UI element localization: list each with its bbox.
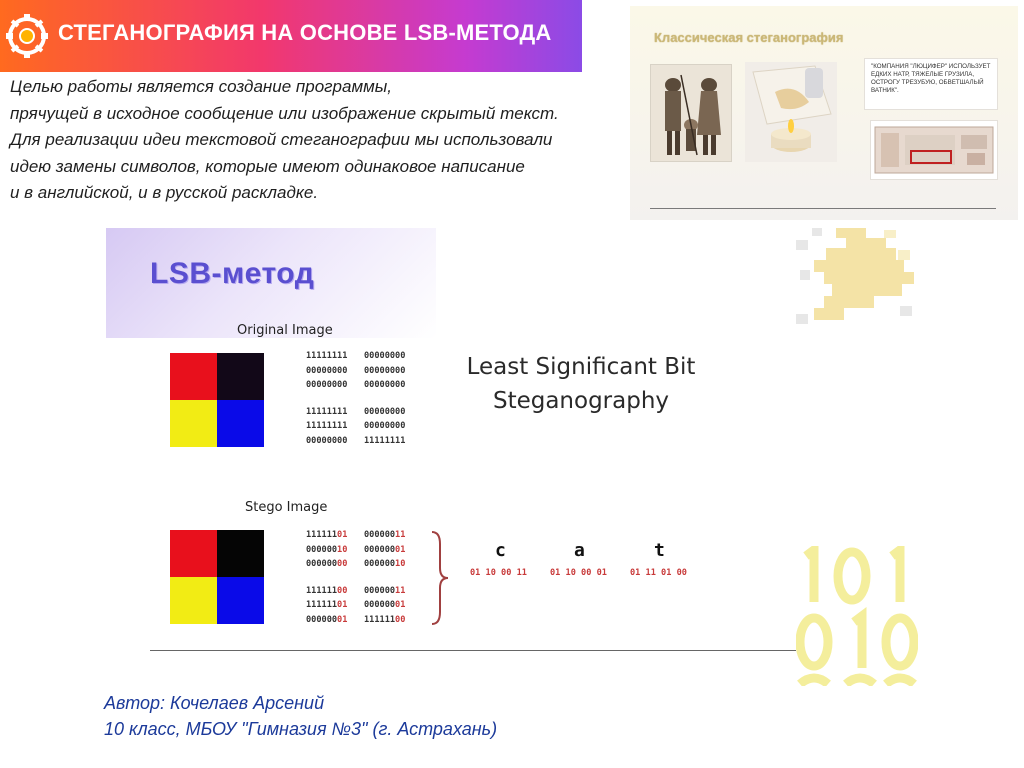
hidden-char-code: 01 10 00 01 xyxy=(550,568,607,578)
author-school: 10 класс, МБОУ "Гимназия №3" (г. Астрахань) xyxy=(104,719,498,739)
original-bits xyxy=(306,349,422,448)
hidden-char-code: 01 10 00 11 xyxy=(470,568,527,578)
bits-row: 11111111 00000000 xyxy=(306,406,406,417)
bits-row: 00000010 00000001 xyxy=(306,544,406,555)
intro-line: Для реализации идеи текстовой стеганографии мы использовали xyxy=(10,130,553,150)
bits-row: 00000000 00000000 xyxy=(306,365,406,376)
red-pixel xyxy=(170,353,217,400)
classic-slide-title: Классическая стеганография xyxy=(654,30,844,45)
bits-row: 11111101 00000001 xyxy=(306,600,406,610)
dark-pixel xyxy=(217,353,264,400)
stego-image-label: Stego Image xyxy=(245,500,328,515)
bits-row: 00000000 00000000 xyxy=(306,380,406,390)
blue-pixel xyxy=(217,400,264,447)
original-image-grid xyxy=(170,353,264,447)
page-title: СТЕГАНОГРАФИЯ НА ОСНОВЕ LSB-МЕТОДА xyxy=(58,20,552,45)
yellow-pixel xyxy=(170,400,217,447)
intro-line: идею замены символов, которые имеют одинаковое написание xyxy=(10,156,525,176)
steganography-quote: "КОМПАНИЯ "ЛЮЦИФЕР" ИСПОЛЬЗУЕТ ЕДКИХ НАТР, ТЯЖЕЛЫЕ ГРУЗИЛА, ОСТРОГУ ТРЕЗУБУЮ, ОБВЕТШАЛЫЙ ВАТНИК". xyxy=(864,58,998,110)
bits-row: 00000000 00000010 xyxy=(306,559,406,569)
paper-over-candle-image xyxy=(745,62,837,162)
stego-bits xyxy=(306,528,422,627)
yellow-pixel xyxy=(170,577,217,624)
bits-row: 11111100 00000011 xyxy=(306,585,406,596)
bits-row: 11111111 00000000 xyxy=(306,351,406,361)
divider-top xyxy=(650,208,996,209)
title-banner xyxy=(0,0,582,72)
pixel-star-decoration xyxy=(794,226,918,330)
intro-line: прячущей в исходное сообщение или изображение скрытый текст. xyxy=(10,103,559,123)
curly-brace-icon xyxy=(428,530,450,626)
bits-row: 11111101 00000011 xyxy=(306,530,406,540)
gear-logo-icon xyxy=(4,8,50,64)
author-info xyxy=(104,690,497,742)
banknote-image xyxy=(870,120,998,180)
lsb-slide-title: LSB-метод xyxy=(150,257,315,290)
classic-steganography-slide xyxy=(630,6,1018,220)
intro-paragraph xyxy=(10,74,630,207)
bits-row: 11111111 00000000 xyxy=(306,421,406,431)
binary-digits-decoration xyxy=(796,546,918,686)
bits-row: 00000001 11111100 xyxy=(306,614,406,625)
bits-row: 00000000 11111111 xyxy=(306,435,406,446)
lsb-heading-line: Steganography xyxy=(492,388,670,414)
lsb-heading-line: Least Significant Bit xyxy=(466,354,696,380)
intro-line: и в английской, и в русской раскладке. xyxy=(10,183,319,203)
black-pixel xyxy=(217,530,264,577)
author-name: Автор: Кочелаев Арсений xyxy=(104,693,325,713)
red-pixel xyxy=(170,530,217,577)
historical-engraving-image xyxy=(650,64,732,162)
hidden-char: a xyxy=(574,540,585,561)
hidden-char: c xyxy=(495,540,506,561)
divider-bottom xyxy=(150,650,872,651)
hidden-char: t xyxy=(654,540,665,561)
lsb-heading xyxy=(466,350,696,418)
hidden-char-code: 01 11 01 00 xyxy=(630,568,687,578)
stego-image-grid xyxy=(170,530,264,624)
intro-line: Целью работы является создание программы, xyxy=(10,77,392,96)
original-image-label: Original Image xyxy=(237,323,333,338)
blue-pixel xyxy=(217,577,264,624)
